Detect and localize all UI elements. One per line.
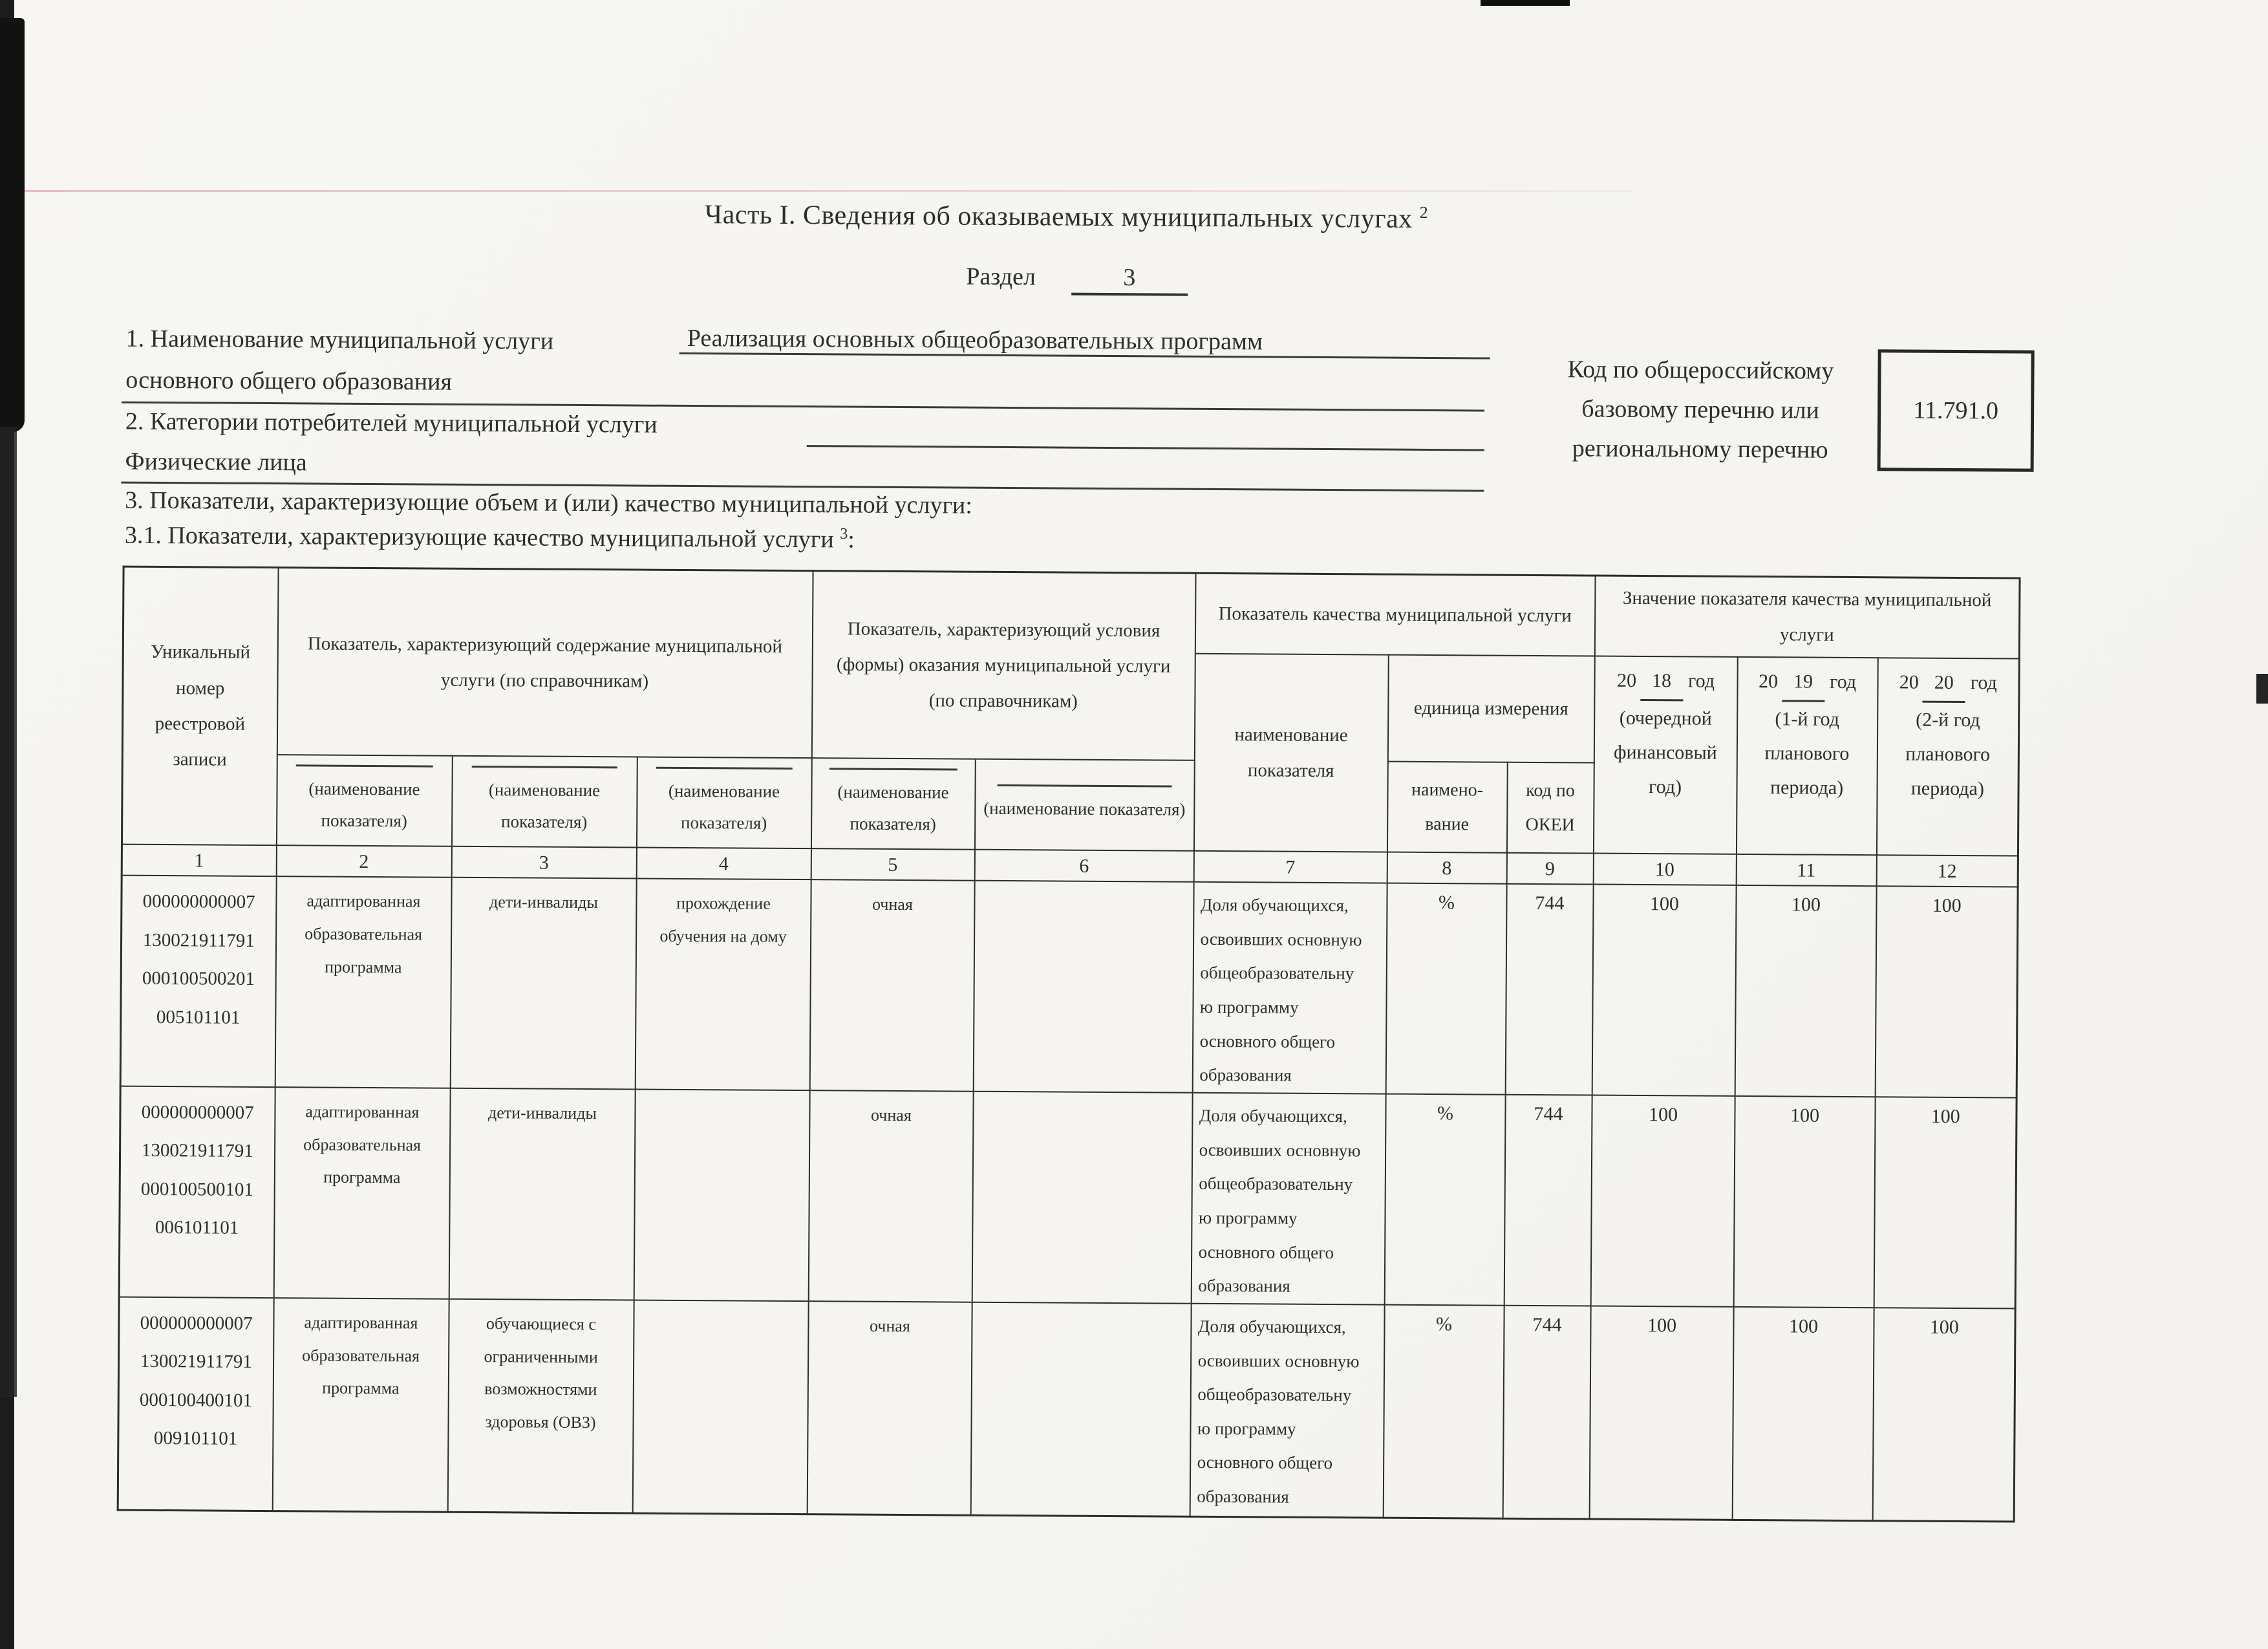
cell-unit-code: 744	[1504, 1095, 1592, 1306]
service-name-label: 1. Наименование муниципальной услуги	[125, 325, 554, 355]
cell-unit-name: %	[1384, 1094, 1505, 1306]
cell-form: очная	[807, 1301, 972, 1516]
header-group-values: Значение показателя качества муниципальной услуги	[1594, 576, 2020, 659]
page-title-text: Часть I. Сведения об оказываемых муниципальных услугах	[704, 200, 1413, 234]
table-row	[118, 1297, 2015, 1522]
indicators-heading: 3. Показатели, характеризующие объем и (или) качество муниципальной услуги:	[125, 486, 973, 519]
page-title-footnote: 2	[1419, 202, 1429, 222]
year-note: (2-й год планового периода)	[1905, 709, 1991, 800]
consumers-label: 2. Категории потребителей муниципальной услуги	[125, 407, 658, 438]
header-indicator-name: наименование показателя	[1193, 654, 1388, 852]
header-group-quality: Показатель качества муниципальной услуги	[1195, 573, 1595, 656]
header-year-2020: 20 20 год (2-й год планового периода)	[1876, 658, 2019, 856]
cell-unit-name: %	[1385, 883, 1506, 1095]
service-name-value: Реализация основных общеобразовательных программ	[679, 324, 1490, 360]
blank-rule	[656, 767, 793, 770]
section-label: Раздел	[966, 263, 1036, 291]
cell-value-2018: 100	[1590, 1095, 1735, 1307]
cell-indicator-name: Доля обучающихся, освоивших основную общеобразовательну ю программу основного общего образования	[1190, 1304, 1384, 1518]
page-title	[705, 199, 1429, 235]
cell-value-2018: 100	[1589, 1306, 1733, 1520]
cell-unit-code: 744	[1503, 1306, 1590, 1520]
code-box	[1878, 349, 2035, 471]
scan-top-mark	[1481, 0, 1570, 6]
blank-rule	[998, 784, 1172, 788]
cell-form-2	[972, 1092, 1192, 1304]
quality-indicators-table	[117, 566, 2021, 1523]
header-unit-code: код по ОКЕИ	[1506, 762, 1594, 854]
cell-content-2: дети-инвалиды	[449, 1088, 635, 1300]
table-row	[120, 876, 2018, 1098]
cell-unit-code: 744	[1505, 884, 1593, 1095]
scan-edge-left-dark	[0, 18, 25, 432]
header-unit: единица измерения	[1387, 655, 1594, 763]
scan-edge-left-lower	[0, 427, 17, 1397]
header-subcol-5: (наименование показателя)	[811, 758, 975, 850]
cell-content-2: обучающиеся с ограниченными возможностями здоровья (ОВЗ)	[447, 1299, 634, 1514]
cell-value-2019: 100	[1733, 1096, 1875, 1308]
cell-form: очная	[809, 879, 974, 1091]
blank-line	[122, 366, 1484, 412]
column-numbers-row: 1 2 3 4 5 6 7 8 9 10 11 12	[122, 845, 2018, 887]
quality-indicators-heading	[125, 521, 855, 554]
header-group-conditions: Показатель, характеризующий условия (формы) оказания муниципальной услуги (по справочникам)	[811, 571, 1195, 760]
section-line	[966, 263, 1188, 296]
header-subcol-2: (наименование показателя)	[276, 755, 452, 846]
header-year-2019: 20 19 год (1-й год планового периода)	[1736, 657, 1878, 855]
cell-registry-number: 000000000007 130021911791 000100400101 009101101	[118, 1297, 273, 1511]
cell-value-2019: 100	[1732, 1307, 1874, 1521]
blank-rule	[295, 764, 433, 767]
code-value: 11.791.0	[1913, 396, 1999, 425]
service-name-value-2: основного общего образования	[125, 366, 453, 396]
consumers-value: Физические лица	[125, 447, 307, 477]
cell-content-1: адаптированная образовательная программа	[273, 1087, 450, 1299]
cell-registry-number: 000000000007 130021911791 000100500101 006101101	[119, 1086, 275, 1298]
header-subcol-6: (наименование показателя)	[974, 759, 1194, 851]
header-subcol-3: (наименование показателя)	[451, 756, 637, 848]
colon: :	[848, 526, 855, 554]
blank-rule	[472, 766, 617, 768]
cell-value-2019: 100	[1735, 885, 1876, 1097]
header-group-content: Показатель, характеризующий содержание муниципальной услуги (по справочникам)	[277, 568, 813, 759]
cell-value-2020: 100	[1874, 1097, 2017, 1308]
cell-form: очная	[808, 1090, 973, 1302]
cell-indicator-name: Доля обучающихся, освоивших основную общеобразовательну ю программу основного общего образования	[1191, 1093, 1385, 1305]
cell-content-1: адаптированная образовательная программа	[275, 876, 451, 1088]
blank-line	[807, 411, 1484, 451]
blank-line	[121, 447, 1484, 492]
cell-unit-name: %	[1383, 1304, 1504, 1518]
cell-value-2020: 100	[1872, 1308, 2015, 1522]
cell-indicator-name: Доля обучающихся, освоивших основную общеобразовательну ю программу основного общего образования	[1192, 882, 1387, 1094]
header-unit-name: наимено- вание	[1387, 762, 1507, 853]
scanner-pink-line	[16, 190, 1632, 192]
code-label: Код по общероссийскому базовому перечню или региональному перечню	[1567, 356, 1834, 464]
scan-right-mark	[2256, 674, 2268, 704]
cell-content-3	[634, 1090, 809, 1301]
section-number: 3	[1071, 263, 1188, 296]
cell-content-2: дети-инвалиды	[450, 878, 636, 1090]
cell-value-2020: 100	[1875, 886, 2018, 1097]
header-subcol-4: (наименование показателя)	[636, 757, 811, 849]
year-note: (очередной финансовый год)	[1614, 707, 1717, 798]
cell-registry-number: 000000000007 130021911791 000100500201 005101101	[120, 876, 276, 1087]
cell-content-3: прохождение обучения на дому	[635, 879, 811, 1090]
year-note: (1-й год планового периода)	[1764, 707, 1850, 799]
quality-footnote: 3	[840, 525, 848, 543]
table-row	[119, 1086, 2017, 1309]
header-registry-number: Уникальный номер реестровой записи	[122, 566, 278, 845]
cell-content-1: адаптированная образовательная программа	[272, 1298, 449, 1513]
cell-content-3	[632, 1300, 808, 1514]
quality-indicators-text: 3.1. Показатели, характеризующие качество муниципальной услуги	[124, 521, 834, 554]
cell-form-2	[970, 1302, 1191, 1517]
blank-rule	[829, 768, 957, 770]
cell-value-2018: 100	[1592, 885, 1736, 1096]
cell-form-2	[973, 881, 1193, 1093]
header-year-2018: 20 18 год (очередной финансовый год)	[1593, 656, 1737, 854]
